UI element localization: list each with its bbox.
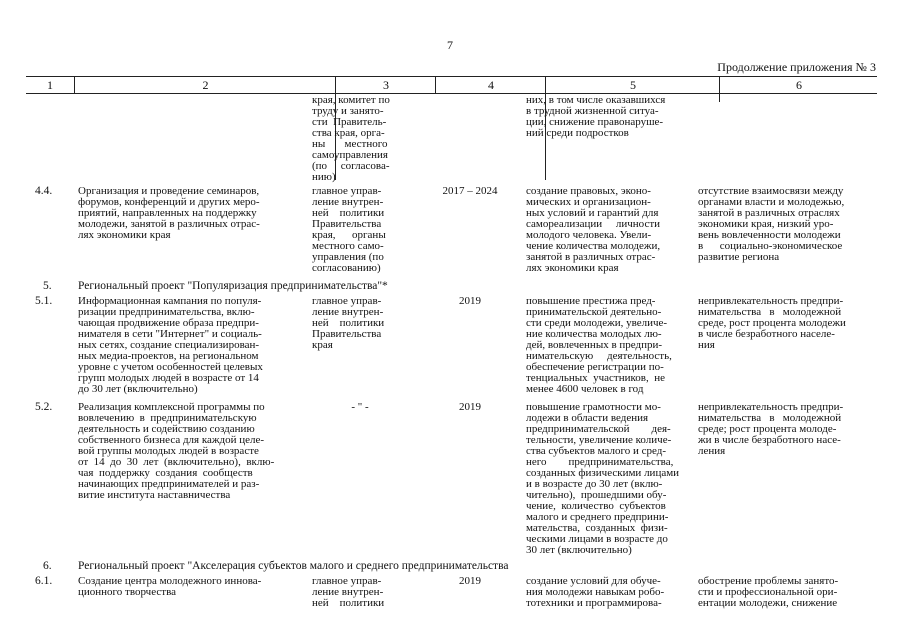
column-header-3: 3 bbox=[335, 77, 436, 93]
section-number: 6. bbox=[43, 560, 52, 572]
column-header-5: 5 bbox=[545, 77, 720, 93]
column-header-1: 1 bbox=[47, 78, 53, 92]
section-number: 5. bbox=[43, 280, 52, 292]
table-cell-executor: главное управ- ление внутрен- ней политики Правительства края, органы местного само- управления (по согласованию) bbox=[312, 185, 386, 274]
table-cell-consequence: обострение проблемы занято- сти и профессиональной ори- ентации молодежи, снижение bbox=[698, 575, 839, 609]
page-number: 7 bbox=[447, 38, 453, 52]
table-cell-executor: главное управ- ление внутрен- ней политики Правительства края bbox=[312, 295, 385, 351]
table-cell-period: 2019 bbox=[459, 295, 481, 307]
table-cell-period: 2019 bbox=[459, 575, 481, 587]
table-cell-result: создание правовых, эконо- мических и организацион- ных условий и гарантий для самореализации личности молодого человека. Увели- чение количества молодежи, занятой в различных отрас- лях экономики края bbox=[526, 185, 661, 274]
table-cell-name: Создание центра молодежного иннова- ционного творчества bbox=[78, 575, 262, 598]
table-cell-number: 6.1. bbox=[35, 575, 53, 587]
table-cell-consequence: непривлекательность предпри- нимательства в молодежной среде, рост процента молодежи в числе безработного населе- ния bbox=[698, 295, 846, 351]
column-header-2: 2 bbox=[74, 77, 336, 93]
table-cell-result: повышение грамотности мо- лодежи в области ведения предпринимательской дея- тельности, увеличение количе- ства субъектов малого и сред- него предпринимательства, созданных физическими лицами и в возрасте до 30 лет (вклю- чительно), прошедшими обу- чение, количество субъектов малого и среднего предприни- мательства, созданных физи- ческими лицами в возрасте до 30 лет (включительно) bbox=[526, 401, 680, 556]
column-header-4: 4 bbox=[435, 77, 546, 93]
table-cell-consequence: непривлекательность предпри- нимательства в молодежной среде; рост процента молоде- жи в числе безработного насе- ления bbox=[698, 401, 844, 457]
table-cell-name: Организация и проведение семинаров, форумов, конференций и других меро- приятий, направленных на поддержку молодежи, занятой в различных отрас- лях экономики края bbox=[78, 185, 260, 241]
column-divider bbox=[719, 92, 720, 102]
table-cell-period: 2019 bbox=[459, 401, 481, 413]
table-cell-number: 5.1. bbox=[35, 295, 53, 307]
table-header-row bbox=[26, 76, 877, 94]
table-cell-name: Информационная кампания по популя- ризации предпринимательства, вклю- чающая продвижение образа предпри- нимателя в сети "Интернет" и социаль- ных сетях, создание специализирован- ных медиа-проектов, на региональном уровне с учетом особенностей целевых групп молодых людей в возрасте от 14 до 30 лет (включительно) bbox=[78, 295, 263, 395]
table-cell-name: Реализация комплексной программы по вовлечению в предпринимательскую деятельность и содействию созданию собственного бизнеса для каждой целе- вой группы молодых людей в возрасте от 14 до 30 лет (включительно), вклю- чая поддержку создания сообществ начинающих предпринимателей и раз- витие института наставничества bbox=[78, 401, 275, 501]
section-title: Региональный проект "Акселерация субъектов малого и среднего предпринимательства bbox=[78, 560, 509, 572]
table-cell-executor: - " - bbox=[351, 401, 369, 413]
table-cell-result: создание условий для обуче- ния молодежи навыкам робо- тотехники и программирова- bbox=[526, 575, 665, 609]
table-cell-consequence: отсутствие взаимосвязи между органами власти и молодежью, занятой в различных отраслях экономики края, низкий уро- вень вовлеченности молодежи в социально-экономическое развитие региона bbox=[698, 185, 845, 263]
table-cell-executor: главное управ- ление внутрен- ней политики bbox=[312, 575, 385, 609]
table-cell-number: 5.2. bbox=[35, 401, 53, 413]
table-cell-result: них, в том числе оказавшихся в трудной жизненной ситуа- ции, снижение правонаруше- ний среди подростков bbox=[526, 94, 666, 139]
table-cell-executor: края, комитет по труду и занято- сти Правитель- ства края, орга- ны местного самоуправления (по согласова- нию) bbox=[312, 94, 390, 183]
table-cell-period: 2017 – 2024 bbox=[442, 185, 498, 197]
section-title: Региональный проект "Популяризация предпринимательства"* bbox=[78, 280, 388, 292]
table-cell-result: повышение престижа пред- принимательской деятельно- сти среди молодежи, увеличе- ние количества молодых лю- дей, вовлеченных в предпри- нимательскую деятельность, обеспечение регистрации по- тенциальных участников, не менее 4600 человек в год bbox=[526, 295, 672, 395]
table-cell-number: 4.4. bbox=[35, 185, 53, 197]
continuation-label: Продолжение приложения № 3 bbox=[717, 60, 876, 74]
column-header-6: 6 bbox=[719, 77, 878, 93]
